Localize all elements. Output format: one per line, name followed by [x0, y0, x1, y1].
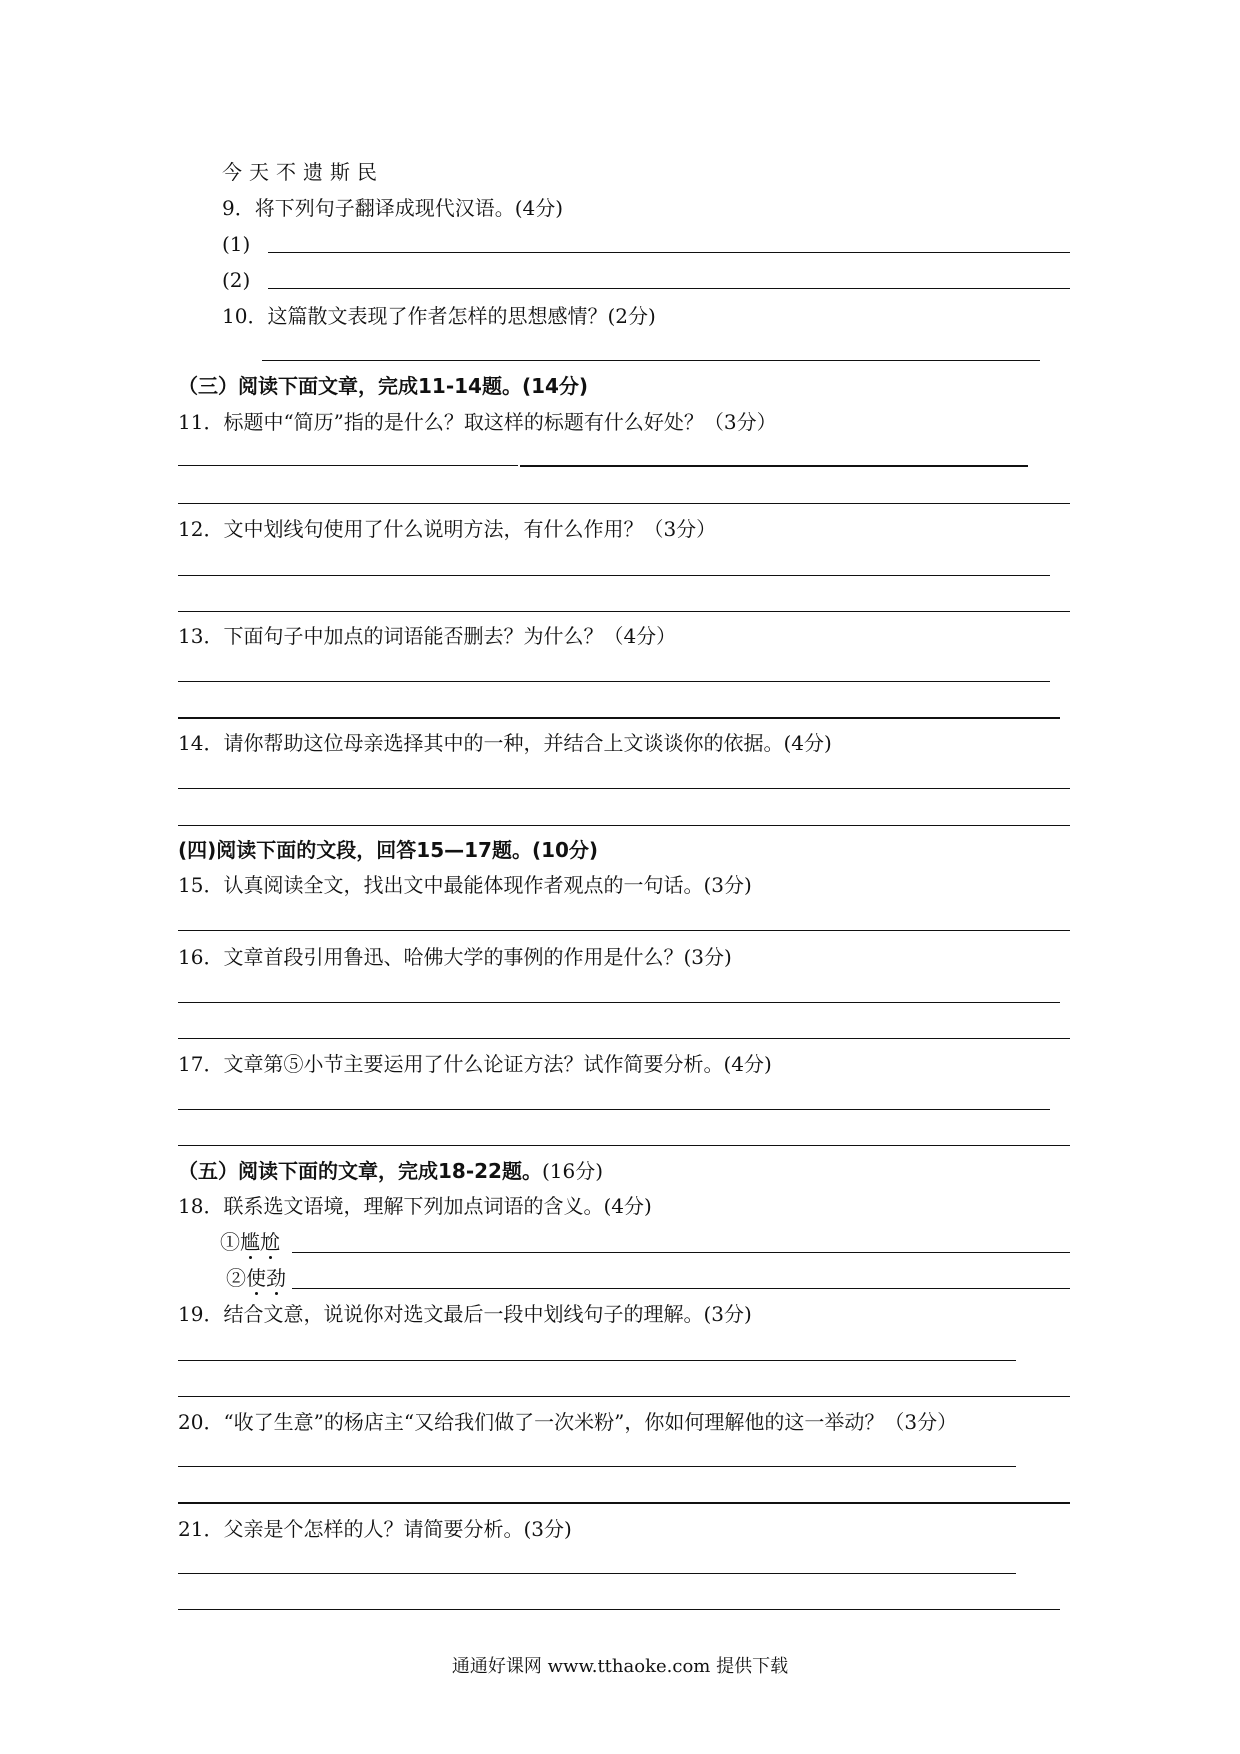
answer-line [178, 611, 1070, 612]
answer-line [178, 1360, 1016, 1361]
answer-line [262, 360, 1040, 361]
answer-line [178, 930, 1070, 931]
emphasized-char: 劲 [266, 1266, 286, 1290]
section-5-heading [178, 1159, 603, 1183]
answer-line [268, 288, 1070, 289]
answer-line [178, 1145, 1070, 1146]
question-14: 14．请你帮助这位母亲选择其中的一种，并结合上文谈谈你的依据。(4分) [178, 731, 832, 755]
emphasized-char: 尬 [260, 1230, 280, 1254]
answer-line [178, 1573, 1016, 1574]
answer-line [178, 681, 1050, 682]
question-21: 21．父亲是个怎样的人？请简要分析。(3分) [178, 1517, 572, 1541]
emphasized-char: 尴 [240, 1230, 260, 1254]
answer-line [178, 788, 1070, 789]
question-15: 15．认真阅读全文，找出文中最能体现作者观点的一句话。(3分) [178, 873, 752, 897]
section-5-score: (16分) [541, 1159, 604, 1183]
q18-item-1 [220, 1230, 280, 1254]
text-line: 今天不遗斯民 [222, 160, 384, 184]
question-9: 9．将下列句子翻译成现代汉语。(4分) [222, 196, 564, 220]
question-16: 16．文章首段引用鲁迅、哈佛大学的事例的作用是什么？(3分) [178, 945, 732, 969]
answer-line [268, 252, 1070, 253]
answer-line [178, 1502, 1070, 1504]
answer-line [292, 1252, 1070, 1253]
answer-line [178, 465, 518, 466]
answer-line [178, 1038, 1070, 1039]
answer-line [178, 503, 1070, 504]
question-13: 13．下面句子中加点的词语能否删去？为什么？（4分） [178, 624, 677, 648]
question-20: 20．“收了生意”的杨店主“又给我们做了一次米粉”，你如何理解他的这一举动？（3分） [178, 1410, 958, 1434]
answer-line [292, 1288, 1070, 1289]
answer-line [520, 465, 1028, 467]
page-footer: 通通好课网 www.tthaoke.com 提供下载 [451, 1656, 789, 1677]
question-19: 19．结合文意，说说你对选文最后一段中划线句子的理解。(3分) [178, 1302, 752, 1326]
answer-line [178, 1396, 1070, 1397]
q18-item-2-number: ② [226, 1266, 246, 1290]
question-18: 18．联系选文语境，理解下列加点词语的含义。(4分) [178, 1194, 652, 1218]
answer-line [178, 1002, 1060, 1003]
section-4-heading: (四)阅读下面的文段，回答15—17题。(10分) [178, 838, 599, 862]
section-3-heading: （三）阅读下面文章，完成11-14题。(14分) [178, 374, 589, 398]
answer-line [178, 575, 1050, 576]
question-17: 17．文章第⑤小节主要运用了什么论证方法？试作简要分析。(4分) [178, 1052, 772, 1076]
question-10: 10．这篇散文表现了作者怎样的思想感情？(2分) [222, 304, 656, 328]
q18-item-2 [226, 1266, 286, 1290]
question-11: 11．标题中“简历”指的是什么？取这样的标题有什么好处？（3分） [178, 410, 777, 434]
answer-line [178, 717, 1060, 719]
section-5-title: （五）阅读下面的文章，完成18-22题。 [178, 1159, 542, 1183]
q9-item-1-label: (1) [222, 232, 251, 256]
answer-line [178, 1609, 1060, 1610]
emphasized-char: 使 [246, 1266, 266, 1290]
question-12: 12．文中划线句使用了什么说明方法，有什么作用？（3分） [178, 517, 717, 541]
answer-line [178, 825, 1070, 826]
answer-line [178, 1109, 1050, 1110]
q9-item-2-label: (2) [222, 268, 251, 292]
q18-item-1-number: ① [220, 1230, 240, 1254]
answer-line [178, 1466, 1016, 1467]
